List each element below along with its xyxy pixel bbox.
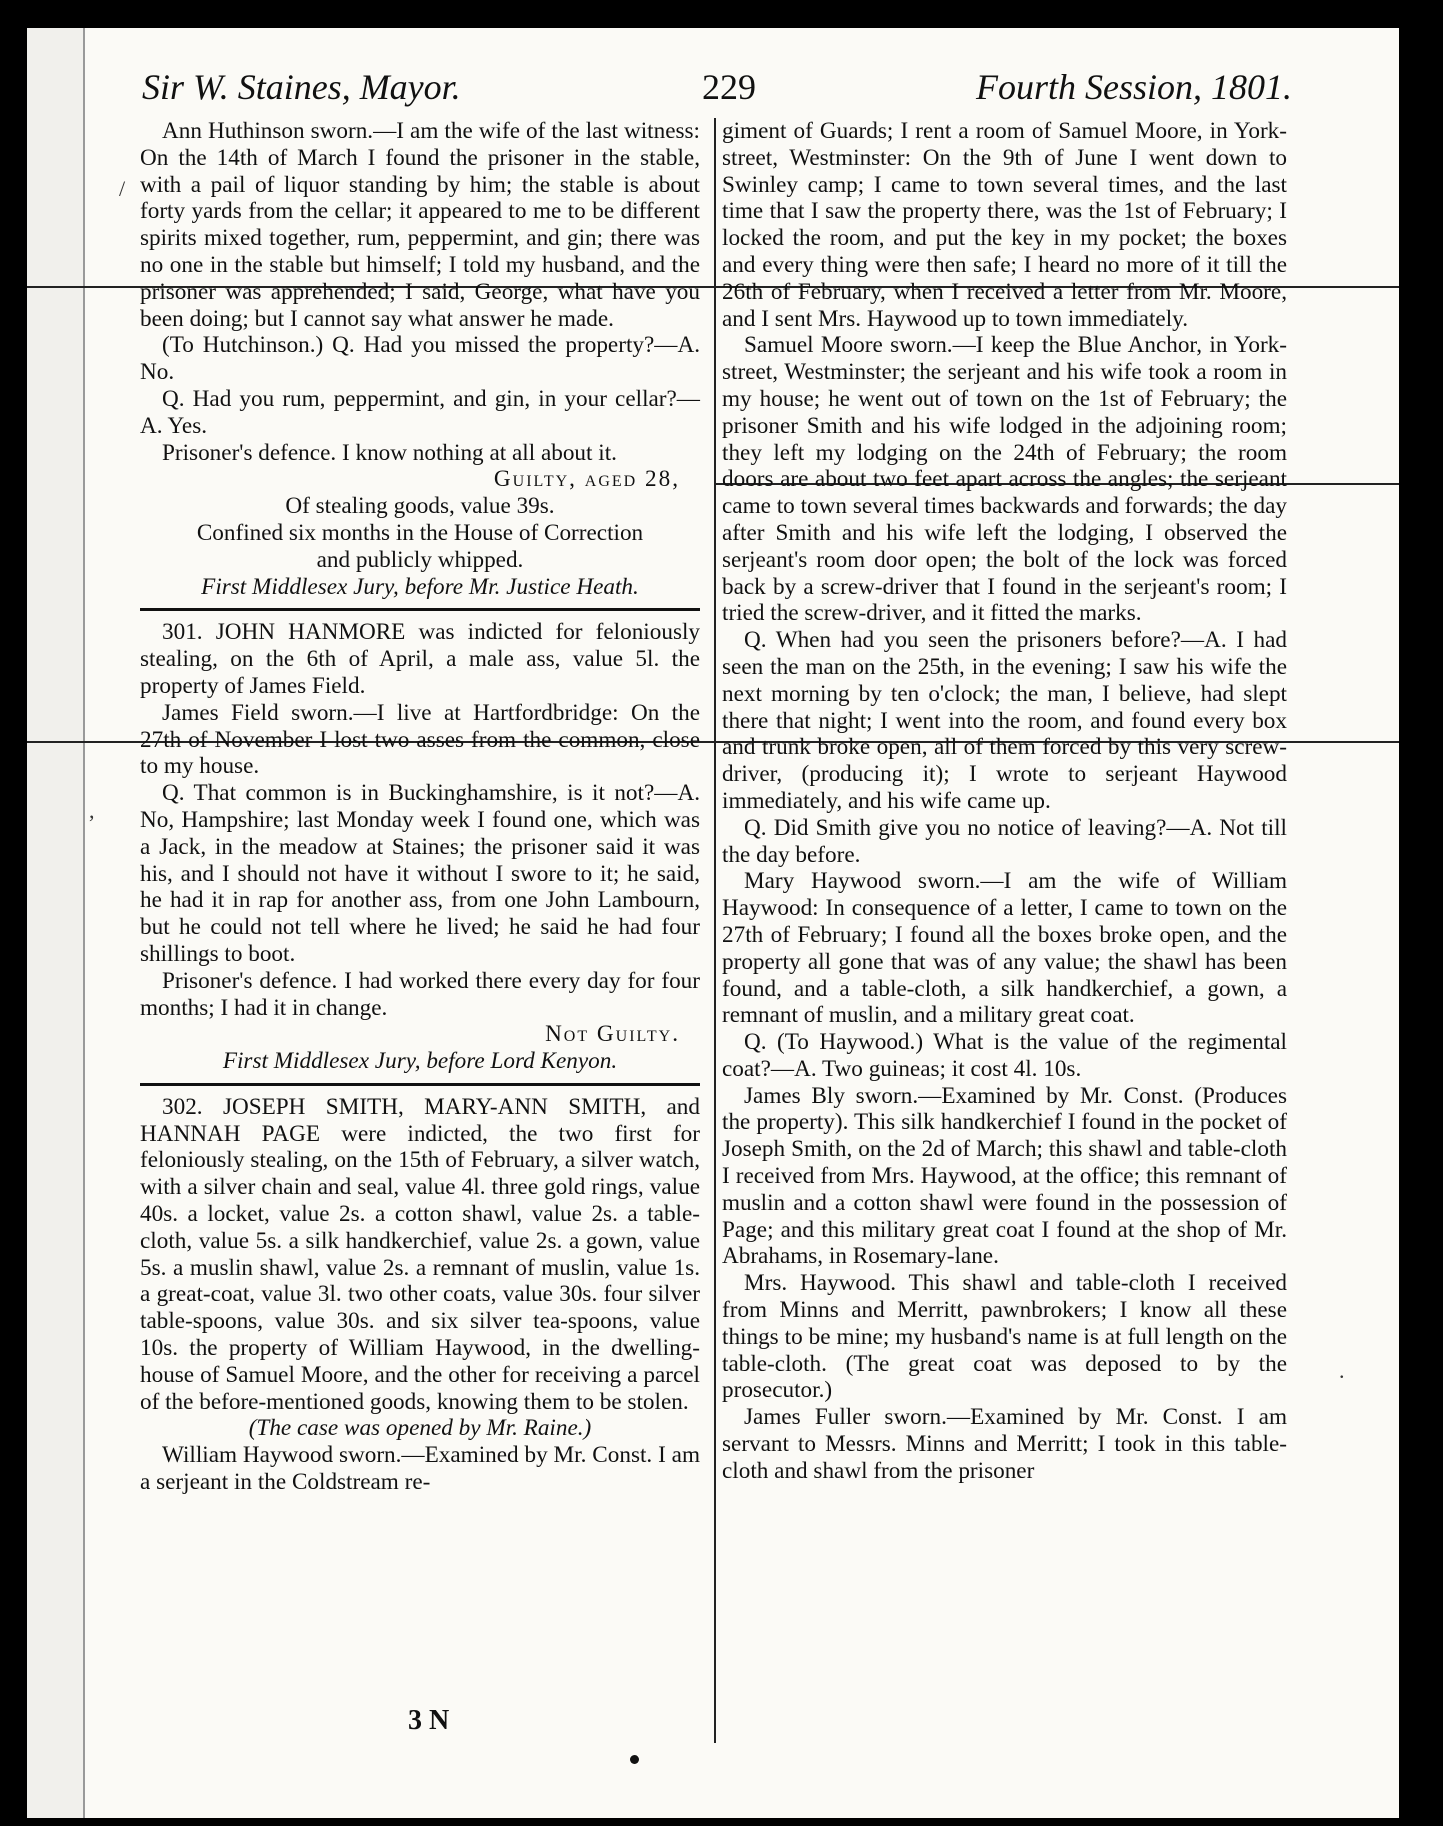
jury-line: First Middlesex Jury, before Lord Kenyon. bbox=[222, 1048, 618, 1075]
margin-mark: . bbox=[1339, 1358, 1345, 1383]
testimony-paragraph: William Haywood sworn.—Examined by Mr. Const. I am a serjeant in the Coldstream re- bbox=[140, 1442, 700, 1496]
question-paragraph: Q. (To Haywood.) What is the value of the regimental coat?—A. Two guineas; it cost 4l. 10s. bbox=[722, 1029, 1287, 1082]
case-separator bbox=[140, 1083, 700, 1086]
case-heading: 301. JOHN HANMORE was indicted for feloniously stealing, on the 6th of April, a male ass, value 5l. the property of James Field. bbox=[140, 619, 700, 699]
jury-line: First Middlesex Jury, before Mr. Justice Heath. bbox=[201, 573, 639, 600]
case-heading: 302. JOSEPH SMITH, MARY-ANN SMITH, and HANNAH PAGE were indicted, the two first for feloniously stealing, on the 15th of February, a silver watch, with a silver chain and seal, value 4l. three gold rings, value 40s. a locket, value 2s. a cotton shawl, value 2s. a table-cloth, value 5s. a silk handkerchief, value 2s. a gown, value 5s. a muslin shawl, value 2s. a remnant of muslin, value 1s. a great-coat, value 3l. two other coats, value 30s. four silver table-spoons, value 30s. and six silver tea-spoons, value 10s. the property of William Haywood, in the dwelling-house of Samuel Moore, and the other for receiving a parcel of the before-mentioned goods, knowing them to be stolen. bbox=[140, 1093, 700, 1415]
question-paragraph: Q. That common is in Buckinghamshire, is it not?—A. No, Hampshire; last Monday week I found one, which was a Jack, in the meadow at Staines; the prisoner said it was his, and I should not have it without I swore to it; he said, he had it in rap for another ass, from one John Lambourn, but he could not tell where he lived; he said he had four shillings to boot. bbox=[140, 780, 700, 967]
testimony-paragraph: James Field sworn.—I live at Hartfordbridge: On the 27th of November I lost two asses from the common, close to my house. bbox=[140, 699, 700, 780]
case-opened-note: (The case was opened by Mr. Raine.) bbox=[248, 1415, 592, 1442]
header-session: Fourth Session, 1801. bbox=[975, 67, 1292, 107]
testimony-paragraph: Mrs. Haywood. This shawl and table-cloth I received from Minns and Merritt, pawnbrokers; I know all these things to be mine; my husband's name is at full length on the table-cloth. (The great coat was deposed to by the prosecutor.) bbox=[722, 1270, 1287, 1404]
sentence-line: Confined six months in the House of Correction bbox=[196, 519, 644, 546]
signature-mark: 3 N bbox=[408, 1705, 450, 1736]
question-paragraph: Q. When had you seen the prisoners before?—A. I had seen the man on the 25th, in the evening; I saw his wife the next morning by ten o'clock; the man, I believe, had slept there that night; I went into the room, and found every box and trunk broke open, all of them forced by this very screw-driver, (producing it); I wrote to serjeant Haywood immediately, and his wife came up. bbox=[722, 627, 1287, 814]
defence-paragraph: Prisoner's defence. I had worked there every day for four months; I had it in change. bbox=[140, 967, 700, 1021]
question-paragraph: (To Hutchinson.) Q. Had you missed the property?—A. No. bbox=[140, 332, 700, 386]
binding-strip bbox=[27, 28, 85, 1818]
testimony-paragraph: Samuel Moore sworn.—I keep the Blue Anchor, in York-street, Westminster; the serjeant and his wife took a room in my house; he went out of town on the 1st of February; the prisoner Smith and his wife lodged in the adjoining room; they left my lodging on the 24th of February; the room doors are about two feet apart across the angles; the serjeant came to town several times backwards and forwards; the day after Smith and his wife left the lodging, I observed the serjeant's room door open; the bolt of the lock was forced back by a screw-driver that I found in the serjeant's room; I tried the screw-driver, and it fitted the marks. bbox=[722, 332, 1287, 627]
testimony-paragraph: giment of Guards; I rent a room of Samuel Moore, in York-street, Westminster: On the 9th of June I went down to Swinley camp; I came to town several times, and the last time that I saw the property there, was the 1st of February; I locked the room, and put the key in my pocket; the boxes and every thing were then safe; I heard no more of it till the 26th of February, when I received a letter from Mr. Moore, and I sent Mrs. Haywood up to town immediately. bbox=[722, 118, 1287, 332]
defence-paragraph: Prisoner's defence. I know nothing at all about it. bbox=[162, 439, 617, 466]
page-number: 229 bbox=[702, 67, 756, 107]
verdict: Guilty, aged 28, bbox=[493, 466, 680, 493]
testimony-paragraph: Mary Haywood sworn.—I am the wife of William Haywood: In consequence of a letter, I came to town on the 27th of February; I found all the boxes broke open, and the property all gone that was of any value; the shawl has been found, and a table-cloth, a silk handkerchief, a gown, a remnant of muslin, and a military great coat. bbox=[722, 868, 1287, 1029]
testimony-paragraph: Ann Huthinson sworn.—I am the wife of the last witness: On the 14th of March I found the prisoner in the stable, with a pail of liquor standing by him; the stable is about forty yards from the cellar; it appeared to me to be different spirits mixed together, rum, peppermint, and gin; there was no one in the stable but himself; I told my husband, and the prisoner was apprehended; I said, George, what have you been doing; but I cannot say what answer he made. bbox=[140, 118, 700, 332]
testimony-paragraph: James Bly sworn.—Examined by Mr. Const. (Produces the property). This silk handkerchief I found in the pocket of Joseph Smith, on the 2d of March; this shawl and table-cloth I received from Mrs. Haywood, at the office; this remnant of muslin and a cotton shawl were found in the possession of Page; and this military great coat I found at the shop of Mr. Abrahams, in Rosemary-lane. bbox=[722, 1082, 1287, 1270]
left-column bbox=[140, 118, 700, 1496]
question-paragraph: Q. Had you rum, peppermint, and gin, in your cellar?—A. Yes. bbox=[140, 385, 700, 439]
page-header bbox=[142, 66, 1292, 116]
verdict: Not Guilty. bbox=[545, 1021, 680, 1048]
sentence-line: and publicly whipped. bbox=[316, 546, 524, 573]
question-paragraph: Q. Did Smith give you no notice of leaving?—A. Not till the day before. bbox=[722, 814, 1287, 868]
ink-dot bbox=[630, 1755, 639, 1764]
right-column bbox=[722, 118, 1287, 1485]
case-separator bbox=[140, 608, 700, 611]
sentence-line: Of stealing goods, value 39s. bbox=[285, 493, 555, 520]
column-divider bbox=[714, 118, 716, 1743]
margin-mark: , bbox=[89, 798, 95, 823]
testimony-paragraph: James Fuller sworn.—Examined by Mr. Const. I am servant to Messrs. Minns and Merritt; I took in this table-cloth and shawl from the prisoner bbox=[722, 1404, 1287, 1484]
margin-mark: / bbox=[119, 176, 126, 201]
header-mayor: Sir W. Staines, Mayor. bbox=[142, 67, 461, 107]
